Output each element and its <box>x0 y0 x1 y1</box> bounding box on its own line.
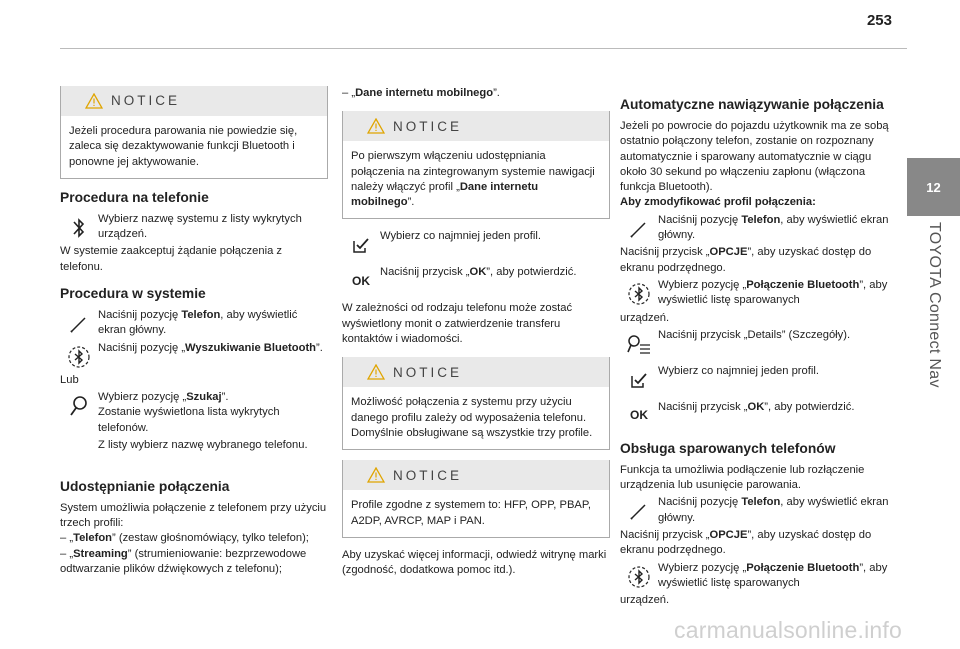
step-row <box>620 400 892 430</box>
step-row <box>60 308 328 339</box>
list-item: – „Streaming” (strumieniowanie: bezprzewodowe odtwarzanie plików dźwiękowych z telefonu); <box>60 547 307 576</box>
step-row <box>620 561 892 592</box>
section-heading: Procedura w systemie <box>60 286 206 302</box>
list-item: – „Dane internetu mobilnego”. <box>342 87 500 99</box>
chapter-tab: 12 <box>907 158 960 216</box>
bluetooth-search-icon <box>67 345 91 369</box>
chapter-title: TOYOTA Connect Nav <box>926 222 943 388</box>
bluetooth-search-icon <box>627 565 651 589</box>
paragraph: urządzeń. <box>620 594 670 607</box>
paragraph: Funkcja ta umożliwia podłączenie lub rozłączenie urządzenia lub usunięcie parowania. <box>620 463 865 492</box>
notice-text: Jeżeli procedura parowania nie powiedzie się, zaleca się dezaktywowanie funkcji Bluetooth i ponowne jej aktywowanie. <box>69 125 298 168</box>
notice-text: Możliwość połączenia z systemu przy użyciu danego profilu zależy od wyposażenia telefonu. <box>351 396 587 424</box>
paragraph: W systemie zaakceptuj żądanie połączenia z telefonu. <box>60 245 282 273</box>
step-text: Naciśnij przycisk „OK”, aby potwierdzić. <box>658 400 855 413</box>
section-heading: Procedura na telefonie <box>60 189 209 205</box>
step-text: Naciśnij pozycję „Wyszukiwanie Bluetooth”. <box>98 341 323 354</box>
paragraph: W zależności od rodzaju telefonu może zostać wyświetlony monit o zatwierdzenie transferu kontaktów i wiadomości. <box>342 302 573 346</box>
step-row <box>620 328 892 358</box>
warning-icon <box>367 467 385 483</box>
paragraph: Lub <box>60 373 79 386</box>
step-text: Wybierz co najmniej jeden profil. <box>658 364 819 377</box>
paragraph: Naciśnij przycisk „OPCJE”, aby uzyskać dostęp do ekranu podrzędnego. <box>620 246 872 274</box>
bluetooth-search-icon <box>627 282 651 306</box>
step-text: Naciśnij pozycję Telefon, aby wyświetlić ekran główny. <box>98 309 298 337</box>
step-text: Wybierz pozycję „Połączenie Bluetooth”, aby wyświetlić listę sparowanych <box>658 561 888 589</box>
notice-title: NOTICE <box>393 467 463 483</box>
step-text: Wybierz pozycję „Szukaj”. Zostanie wyświetlona lista wykrytych telefonów. <box>98 390 280 434</box>
step-row <box>342 229 610 259</box>
watermark: carmanualsonline.info <box>674 617 902 643</box>
paragraph-bold: Aby zmodyfikować profil połączenia: <box>620 196 816 209</box>
touch-pen-icon <box>69 314 89 334</box>
step-text: Naciśnij pozycję Telefon, aby wyświetlić ekran główny. <box>658 213 889 242</box>
list-item: – „Telefon” (zestaw głośnomówiący, tylko telefon); <box>60 532 309 545</box>
section-heading: Obsługa sparowanych telefonów <box>620 440 836 456</box>
header-divider <box>60 48 907 49</box>
details-icon <box>626 333 652 355</box>
notice-text: Profile zgodne z systemem to: HFP, OPP, PBAP, A2DP, AVRCP, MAP i PAN. <box>351 499 592 527</box>
bluetooth-icon <box>73 216 85 240</box>
ok-icon: OK <box>630 408 648 423</box>
notice-title: NOTICE <box>393 118 463 134</box>
touch-pen-icon <box>629 219 649 239</box>
checkbox-icon <box>630 371 648 389</box>
step-text: Naciśnij przycisk „Details” (Szczegóły). <box>658 328 851 341</box>
step-text: Wybierz co najmniej jeden profil. <box>380 230 541 243</box>
search-icon <box>69 395 89 417</box>
notice-title: NOTICE <box>393 364 463 380</box>
column-1 <box>60 86 328 577</box>
step-row <box>620 213 892 244</box>
step-text: Naciśnij pozycję Telefon, aby wyświetlić ekran główny. <box>658 496 889 524</box>
paragraph: Naciśnij przycisk „OPCJE”, aby uzyskać dostęp do ekranu podrzędnego. <box>620 529 872 557</box>
step-text: Naciśnij przycisk „OK”, aby potwierdzić. <box>380 266 577 279</box>
paragraph: Aby uzyskać więcej informacji, odwiedź witrynę marki (zgodność, dodatkowa pomoc itd.). <box>342 548 607 577</box>
warning-icon <box>367 364 385 380</box>
step-row <box>60 390 328 436</box>
step-row <box>342 265 610 295</box>
ok-icon: OK <box>352 273 370 288</box>
step-row <box>60 341 328 371</box>
warning-icon <box>85 93 103 109</box>
warning-icon <box>367 118 385 134</box>
step-text: Z listy wybierz nazwę wybranego telefonu. <box>98 438 308 451</box>
column-2 <box>342 86 610 578</box>
paragraph: urządzeń. <box>620 311 670 324</box>
checkbox-icon <box>352 236 370 254</box>
notice-text: Domyślnie obsługiwane są wszystkie trzy profile. <box>351 426 593 439</box>
paragraph: Jeżeli po powrocie do pojazdu użytkownik ma ze sobą ostatnio połączony telefon, zostanie on rozpoznany automatycznie i sparowany automatycznie w ciągu około 30 sekund po włączeniu zapłonu (włączona funkcja Bluetooth). <box>620 120 889 194</box>
step-row <box>60 438 328 468</box>
column-3 <box>620 86 892 609</box>
notice-box <box>342 460 610 538</box>
step-row <box>620 495 892 526</box>
notice-title: NOTICE <box>111 93 181 109</box>
notice-text: Po pierwszym włączeniu udostępniania połączenia na zintegrowanym systemie nawigacji należy włączyć profil „Dane internetu mobilnego”. <box>351 150 595 209</box>
touch-pen-icon <box>629 501 649 521</box>
step-text: Wybierz nazwę systemu z listy wykrytych urządzeń. <box>98 212 302 241</box>
notice-box <box>342 357 610 450</box>
step-text: Wybierz pozycję „Połączenie Bluetooth”, aby wyświetlić listę sparowanych <box>658 278 888 307</box>
section-heading: Udostępnianie połączenia <box>60 478 230 494</box>
step-row <box>60 212 328 243</box>
step-row <box>620 278 892 309</box>
section-heading: Automatyczne nawiązywanie połączenia <box>620 97 884 112</box>
step-row <box>620 364 892 394</box>
page-number: 253 <box>866 12 892 29</box>
notice-box <box>342 111 610 219</box>
paragraph: System umożliwia połączenie z telefonem przy użyciu trzech profili: <box>60 501 327 530</box>
notice-box <box>60 86 328 179</box>
